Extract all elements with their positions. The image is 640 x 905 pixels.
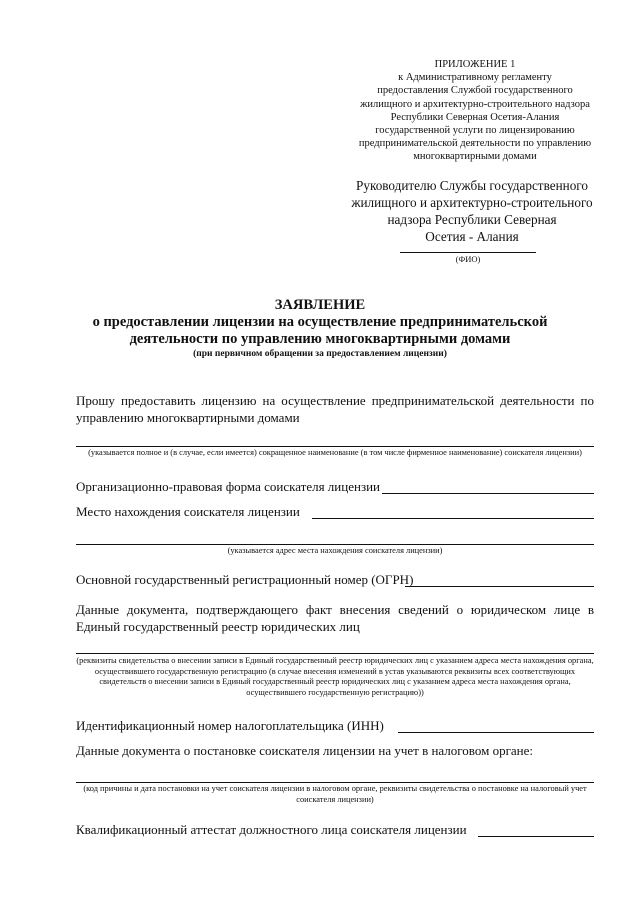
egrul-label: Данные документа, подтверждающего факт внесения сведений о юридическом лице в Единый государственный реестр юридических лиц: [76, 602, 594, 634]
appendix-line: жилищного и архитектурно-строительного надзора: [360, 98, 590, 110]
inn-field[interactable]: [398, 732, 594, 733]
ogrn-field[interactable]: [405, 586, 594, 587]
title-line: деятельности по управлению многоквартирными домами: [129, 331, 511, 347]
location-label: Место нахождения соискателя лицензии: [76, 504, 300, 519]
appendix-line: предпринимательской деятельности по управлению: [358, 138, 592, 150]
addressee-line: Осетия - Алания: [425, 229, 519, 244]
egrul-field[interactable]: [76, 653, 594, 654]
location-field[interactable]: [312, 518, 594, 519]
qualification-field[interactable]: [478, 836, 594, 837]
appendix-block: [330, 58, 620, 164]
fio-label: (ФИО): [455, 254, 481, 264]
tax-note: (код причины и дата постановки на учет соискателя лицензии в налоговом органе, реквизиты свидетельства о постановке на налоговый учет соискателя лицензии): [83, 784, 587, 804]
addressee-line: надзора Республики Северная: [387, 212, 557, 227]
name-field[interactable]: [76, 446, 594, 447]
appendix-line: предоставления Службой государственного: [377, 85, 573, 97]
appendix-line: к Административному регламенту: [398, 72, 552, 84]
addressee-line: жилищного и архитектурно-строительного: [351, 195, 593, 210]
qualification-label: Квалификационный аттестат должностного лица соискателя лицензии: [76, 822, 467, 837]
legal-form-label: Организационно-правовая форма соискателя лицензии: [76, 479, 380, 494]
appendix-line: государственной услуги по лицензированию: [375, 125, 575, 137]
addressee-line: Руководителю Службы государственного: [356, 178, 588, 193]
request-text: Прошу предоставить лицензию на осуществление предпринимательской деятельности по управлению многоквартирными домами: [76, 393, 594, 425]
name-note: (указывается полное и (в случае, если имеется) сокращенное наименование (в том числе фирменное наименование) соискателя лицензии): [88, 448, 582, 457]
appendix-line: многоквартирными домами: [413, 151, 537, 163]
ogrn-label: Основной государственный регистрационный номер (ОГРН): [76, 572, 414, 587]
document-subtitle: (при первичном обращении за предоставлением лицензии): [193, 349, 447, 359]
fio-field[interactable]: [400, 252, 536, 253]
title-line: о предоставлении лицензии на осуществление предпринимательской: [92, 314, 548, 330]
tax-field[interactable]: [76, 782, 594, 783]
tax-label: Данные документа о постановке соискателя лицензии на учет в налоговом органе:: [76, 743, 534, 758]
inn-label: Идентификационный номер налогоплательщика (ИНН): [76, 718, 384, 733]
legal-form-field[interactable]: [382, 493, 594, 494]
document-title: [60, 297, 580, 348]
location-field-line2[interactable]: [76, 544, 594, 545]
title-line: ЗАЯВЛЕНИЕ: [274, 297, 366, 313]
addressee-block: [342, 177, 602, 245]
location-note: (указывается адрес места нахождения соискателя лицензии): [227, 546, 443, 555]
egrul-note: (реквизиты свидетельства о внесении записи в Единый государственный реестр юридических лиц с указанием адреса места нахождения органа, осуществившего государственную регистрацию (в случае внесения изменений в устав указываются реквизиты всех соответствующих свидетельств о внесении записи в Единый государственный реестр юридических лиц с указанием адреса места нахождения органа, осуществившего государственную регистрацию)): [76, 656, 594, 697]
appendix-title: ПРИЛОЖЕНИЕ 1: [434, 59, 516, 70]
appendix-line: Республики Северная Осетия-Алания: [390, 111, 560, 123]
